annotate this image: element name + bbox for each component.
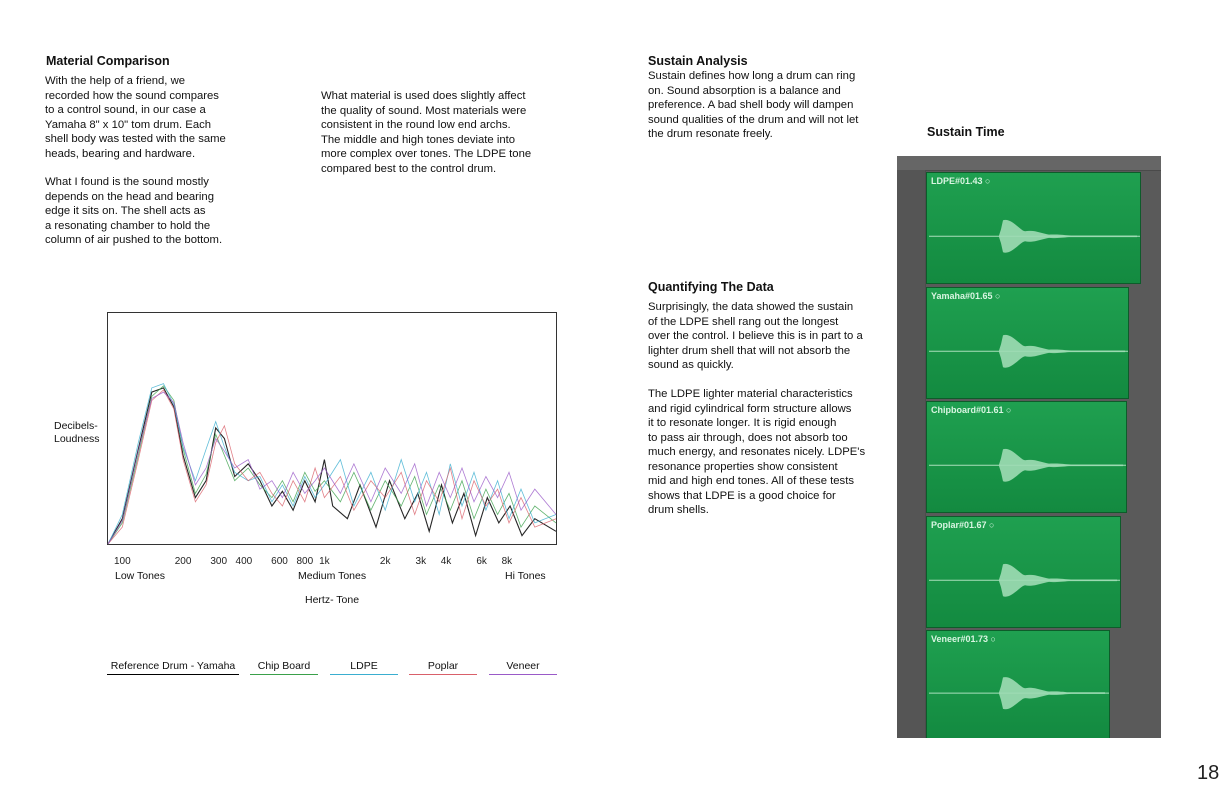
x-group-label-hi: Hi Tones [505,570,546,582]
audio-clip[interactable] [926,172,1141,284]
waveform [927,517,1122,629]
waveform [927,288,1130,400]
x-tick-label: 400 [235,556,253,567]
x-group-label-medium: Medium Tones [298,570,367,582]
material-effect-paragraph: What material is used does slightly affect the quality of sound. Most materials were consistent in the round low end archs. The middle and high tones deviate into more complex over tones. The LDPE tone compared best to the control drum. [321,90,532,175]
x-tick-label: 3k [415,556,427,567]
chart-x-label: Hertz- Tone [305,594,360,606]
waveform [927,631,1111,738]
sustain-time-title: Sustain Time [927,125,1005,139]
clip-label: Poplar#01.67 ○ [931,520,995,530]
track-header-strip [897,170,926,738]
sustain-waveform-panel [897,156,1161,738]
x-tick-label: 1k [319,556,330,567]
x-tick-label: 600 [271,556,288,567]
sustain-analysis-text: Sustain defines how long a drum can ring on. Sound absorption is a balance and preference. A bad shell body will dampen sound qualities of the drum and will not let the drum resonate freely. [648,70,859,140]
quantifying-paragraph-2: The LDPE lighter material characteristics and rigid cylindrical form structure allows it to resonate longer. It is rigid enough to pass air through, does not absorb too much energy, and resonates nicely. LDPE's resonance properties show consistent mid and high end tones. All of these tests shows that LDPE is a good choice for drum shells. [648,388,866,516]
quantifying-paragraph-1: Surprisingly, the data showed the sustain of the LDPE shell rang out the longest over the control. I believe this is in part to a lighter drum shell that will not absorb the sound as quickly. [648,301,863,371]
chart-y-label: Decibels- Loudness [54,420,100,445]
x-tick-label: 2k [379,556,391,567]
x-tick-label: 800 [296,556,314,567]
x-tick-label: 200 [174,556,192,567]
audio-clip[interactable] [926,630,1110,738]
x-tick-label: 100 [113,556,131,567]
x-group-label-low: Low Tones [115,570,166,582]
findings-paragraph: What I found is the sound mostly depends on the head and bearing edge it sits on. The shell acts as a resonating chamber to hold the column of air pushed to the bottom. [45,176,223,246]
audio-clip[interactable] [926,516,1121,628]
timeline-ruler [897,156,1161,171]
material-comparison-heading: Material Comparison [46,54,170,68]
page-number: 18 [1197,762,1220,784]
x-tick-label: 300 [210,556,228,567]
clip-label: Veneer#01.73 ○ [931,634,996,644]
x-tick-label: 8k [501,556,513,567]
x-tick-label: 6k [476,556,487,567]
audio-clip[interactable] [926,287,1129,399]
quantifying-data-heading: Quantifying The Data [648,280,774,294]
intro-paragraph: With the help of a friend, we recorded how the sound compares to a control sound, in our case a Yamaha 8" x 10" tom drum. Each shell body was tested with the same heads, bearing and hardware. [45,75,226,160]
waveform [927,402,1128,514]
legend-veneer: Veneer [489,660,557,675]
clip-label: Chipboard#01.61 ○ [931,405,1012,415]
legend-ldpe: LDPE [330,660,398,675]
clip-label: Yamaha#01.65 ○ [931,291,1001,301]
legend-poplar: Poplar [409,660,477,675]
sustain-analysis-heading: Sustain Analysis [648,54,748,68]
clip-label: LDPE#01.43 ○ [931,176,991,186]
legend-chip-board: Chip Board [250,660,318,675]
legend-reference-yamaha: Reference Drum - Yamaha [107,660,239,675]
x-tick-label: 4k [440,556,452,567]
waveform [927,173,1142,285]
audio-clip[interactable] [926,401,1127,513]
